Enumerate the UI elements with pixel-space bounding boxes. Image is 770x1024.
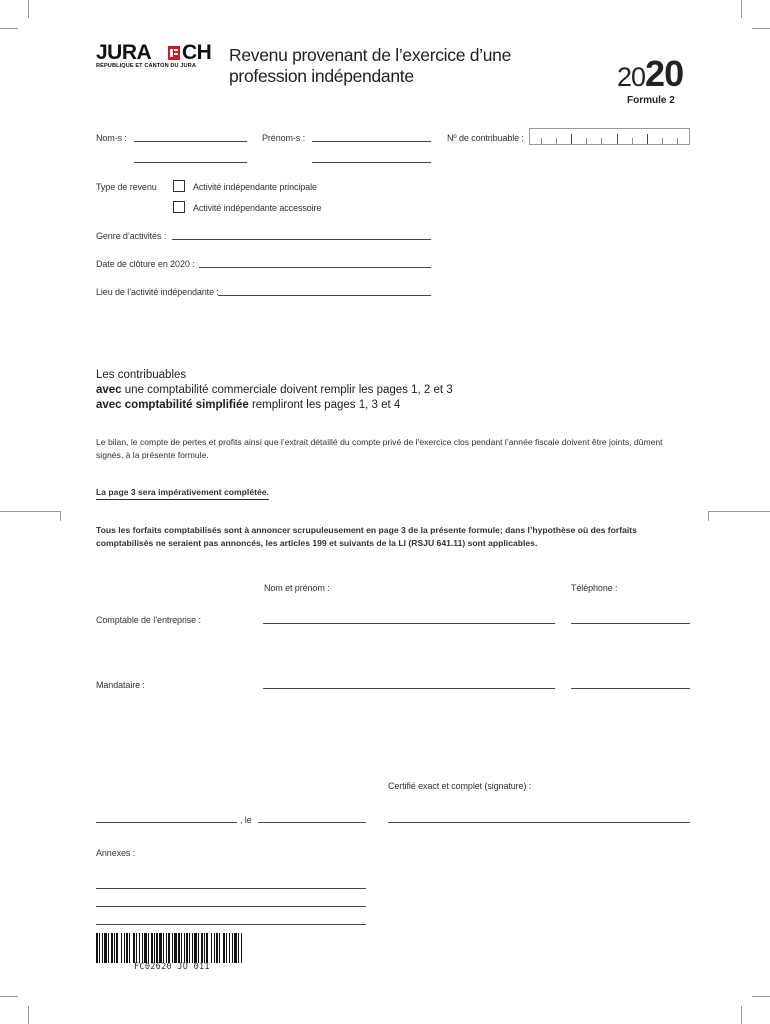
- year-bold: 20: [645, 53, 684, 94]
- principale-label: Activité indépendante principale: [193, 182, 317, 192]
- year: [617, 53, 683, 95]
- crop-mark: [741, 1006, 742, 1024]
- barcode-bar: [232, 933, 233, 963]
- barcode-bar: [154, 933, 155, 963]
- barcode-bar: [172, 933, 173, 963]
- digit-tick: [601, 138, 602, 144]
- intro-line2: [96, 383, 453, 398]
- barcode-text: FC02620 JU 011: [134, 962, 210, 972]
- comptable-label: Comptable de l’entreprise :: [96, 615, 201, 625]
- signature-field[interactable]: [388, 822, 690, 823]
- forfaits-line1: Tous les forfaits comptabilisés sont à annoncer scrupuleusement en page 3 de la présente formule; dans l’hypothèse où des forfaits: [96, 525, 637, 535]
- barcode-bar: [189, 933, 190, 963]
- formule-label: Formule 2: [627, 95, 675, 106]
- barcode-bar: [142, 933, 143, 963]
- barcode-bar: [144, 933, 147, 963]
- fold-mark: [60, 511, 61, 521]
- crop-mark: [28, 0, 29, 18]
- lieu-field[interactable]: [218, 295, 431, 296]
- barcode-bar: [166, 933, 167, 963]
- mandataire-name-field[interactable]: [263, 688, 555, 689]
- barcode: [96, 933, 242, 963]
- genre-field[interactable]: [172, 239, 431, 240]
- intro-line2-bold: avec: [96, 384, 122, 396]
- jura-flag-icon: [168, 46, 180, 60]
- cloture-field[interactable]: [199, 267, 431, 268]
- barcode-bar: [168, 933, 170, 963]
- le-label: , le: [240, 815, 252, 825]
- digit-tick: [632, 138, 633, 144]
- fold-mark: [708, 511, 770, 512]
- barcode-bar: [133, 933, 135, 963]
- barcode-bar: [151, 933, 153, 963]
- lieu-label: Lieu de l’activité indépendante :: [96, 287, 219, 297]
- barcode-bar: [219, 933, 220, 963]
- annexe-line-3[interactable]: [96, 924, 366, 925]
- telephone-header: Téléphone :: [571, 583, 618, 593]
- barcode-bar: [192, 933, 193, 963]
- crop-mark: [0, 28, 18, 29]
- intro-line3-rest: rempliront les pages 1, 3 et 4: [248, 399, 401, 411]
- barcode-bar: [234, 933, 237, 963]
- annexe-line-1[interactable]: [96, 888, 366, 889]
- digit-separator: [571, 134, 572, 144]
- jura-logo: [96, 43, 221, 73]
- barcode-bar: [181, 933, 182, 963]
- mandataire-phone-field[interactable]: [571, 688, 690, 689]
- digit-separator: [647, 134, 648, 144]
- noms-label: Nom-s :: [96, 133, 127, 143]
- type-revenu-label: Type de revenu: [96, 182, 157, 192]
- barcode-bar: [163, 933, 164, 963]
- barcode-bar: [223, 933, 225, 963]
- barcode-bar: [111, 933, 113, 963]
- nom-prenom-header: Nom et prénom :: [264, 583, 330, 593]
- prenoms-field[interactable]: [312, 141, 431, 142]
- fold-mark: [0, 511, 61, 512]
- barcode-bar: [229, 933, 230, 963]
- crop-mark: [752, 28, 770, 29]
- digit-tick: [677, 138, 678, 144]
- barcode-bar: [159, 933, 162, 963]
- barcode-bar: [148, 933, 149, 963]
- page3-note: La page 3 sera impérativement complétée.: [96, 486, 269, 500]
- bilan-line2: signés, à la présente formule.: [96, 450, 209, 460]
- barcode-bar: [178, 933, 180, 963]
- barcode-bar: [206, 933, 208, 963]
- logo-suffix: CH: [182, 41, 212, 64]
- comptable-phone-field[interactable]: [571, 623, 690, 624]
- annexes-label: Annexes :: [96, 848, 136, 858]
- barcode-bar: [139, 933, 140, 963]
- barcode-bar: [104, 933, 107, 963]
- barcode-bar: [238, 933, 239, 963]
- barcode-bar: [204, 933, 205, 963]
- certifie-label: Certifié exact et complet (signature) :: [388, 781, 532, 791]
- intro-line2-rest: une comptabilité commerciale doivent remplir les pages 1, 2 et 3: [121, 384, 453, 396]
- barcode-bar: [241, 933, 242, 963]
- barcode-bar: [129, 933, 130, 963]
- digit-tick: [541, 138, 542, 144]
- barcode-bar: [136, 933, 137, 963]
- digit-tick: [556, 138, 557, 144]
- principale-checkbox[interactable]: [173, 180, 185, 192]
- barcode-bar: [126, 933, 128, 963]
- contribuable-label: Nº de contribuable :: [447, 133, 524, 143]
- barcode-bar: [198, 933, 199, 963]
- barcode-bar: [184, 933, 185, 963]
- barcode-bar: [174, 933, 177, 963]
- place-field[interactable]: [96, 822, 237, 823]
- accessoire-checkbox[interactable]: [173, 201, 185, 213]
- annexe-line-2[interactable]: [96, 906, 366, 907]
- noms-field[interactable]: [134, 141, 247, 142]
- crop-mark: [752, 996, 770, 997]
- fold-mark: [708, 511, 709, 521]
- barcode-bar: [108, 933, 109, 963]
- barcode-bar: [116, 933, 118, 963]
- cloture-label: Date de clôture en 2020 :: [96, 259, 195, 269]
- date-field[interactable]: [258, 822, 366, 823]
- crop-mark: [28, 1006, 29, 1024]
- barcode-bar: [216, 933, 218, 963]
- accessoire-label: Activité indépendante accessoire: [193, 203, 322, 213]
- bilan-line1: Le bilan, le compte de pertes et profits ainsi que l’extrait détaillé du compte privé de l’exercice clos pendant l’année fiscale doivent être joints, dûment: [96, 437, 663, 447]
- digit-separator: [617, 134, 618, 144]
- barcode-bar: [226, 933, 227, 963]
- mandataire-label: Mandataire :: [96, 680, 145, 690]
- intro-line3-bold: avec comptabilité simplifiée: [96, 399, 249, 411]
- comptable-name-field[interactable]: [263, 623, 555, 624]
- intro-line3: [96, 398, 400, 413]
- digit-tick: [586, 138, 587, 144]
- form-title-line1: Revenu provenant de l’exercice d’une: [229, 45, 512, 65]
- prenoms-field-2[interactable]: [312, 162, 431, 163]
- barcode-bar: [211, 933, 212, 963]
- contribuable-field[interactable]: [529, 128, 690, 145]
- barcode-bar: [96, 933, 98, 963]
- barcode-bar: [121, 933, 122, 963]
- barcode-bar: [99, 933, 100, 963]
- intro-line1: Les contribuables: [96, 369, 187, 381]
- barcode-bar: [102, 933, 103, 963]
- prenoms-label: Prénom-s :: [262, 133, 306, 143]
- crop-mark: [0, 996, 18, 997]
- digit-tick: [662, 138, 663, 144]
- noms-field-2[interactable]: [134, 162, 247, 163]
- logo-name: JURA: [96, 41, 152, 64]
- barcode-bar: [214, 933, 215, 963]
- barcode-bar: [114, 933, 115, 963]
- logo-subtitle: RÉPUBLIQUE ET CANTON DU JURA: [96, 63, 196, 69]
- form-title-line2: profession indépendante: [229, 66, 414, 86]
- barcode-bar: [186, 933, 188, 963]
- forfaits-line2: comptabilisés ne seraient pas annoncés, les articles 199 et suivants de la LI (RSJU 641.11) sont applicables.: [96, 538, 538, 548]
- barcode-bar: [201, 933, 203, 963]
- crop-mark: [741, 0, 742, 18]
- genre-label: Genre d’activités :: [96, 231, 167, 241]
- barcode-bar: [124, 933, 125, 963]
- barcode-bar: [194, 933, 197, 963]
- barcode-bar: [156, 933, 158, 963]
- year-light: 20: [617, 62, 646, 92]
